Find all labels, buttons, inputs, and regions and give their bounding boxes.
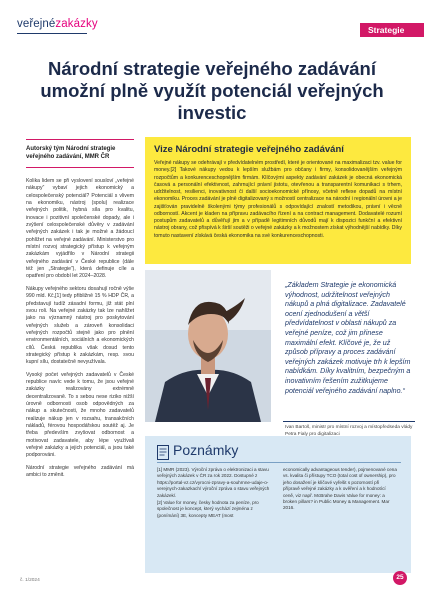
paragraph: Nákupy veřejného sektoru dosahují ročně výše 990 mld. Kč,[1] tedy přibližně 15 % HDP ČR, a představují tudíž zásadní formu, jíž stát plní svou roli. Na veřejné zakázky tak lze nahlížet jako na významný nástroj pro poskytování veřejných služeb a zároveň konsolidaci veřejných rozpočtů stejně jako pro plnění environmentálních, sociálních a ekonomických cílů. Česká republika však dosud tento strategický přístup k zakázkám, resp. svou kupní sílu, dostatečně nevyužívala. [26, 285, 134, 366]
notes-column-1 [157, 467, 271, 520]
portrait-illustration [145, 270, 271, 422]
vision-title: Vize Národní strategie veřejného zadávání [154, 144, 344, 155]
notes-icon [157, 445, 169, 460]
left-column-text [26, 178, 134, 484]
logo-accent: zakázky [55, 18, 98, 30]
portrait-photo [145, 270, 271, 422]
footnote: economically advantageous tender), pojmenované cena vs. kvalita či přístupy TCO (total cost of ownership), pro jeho dosažení je klíčové vyřešit s pozorností při přípravě veřejné zakázky a k ověření a k hodnotící ceně, viz např. McBrahe Davis Value for money: a broken pillars? in Public Money & Management. Mar 2016. [283, 467, 397, 511]
notes-title: Poznámky [173, 442, 239, 458]
article-title: Národní strategie veřejného zadávání umožní plně využít potenciál veřejných investic [40, 58, 384, 123]
vision-box [145, 137, 411, 264]
paragraph: Vysoký počet veřejných zadavatelů v České republice navíc vede k tomu, že jsou veřejné zakázky realizovány extrémně decentralizovaně. To s sebou nese riziko nižší úrovně odbornosti osob odpovědných za nákup a skutečnosti, že mnoho zadavatelů realizuje nákup jen v rozsahu, transakčních nákladů, férovou hospodářskou soutěž aj. Je třeba především zvyšovat odbornost a motivovat zadavatele, aby lépe využívali veřejné zakázky a jejich potenciál, a jsou také podporováni. [26, 371, 134, 459]
quote-divider [283, 421, 415, 422]
vision-text: Veřejné nákupy se odehrávají v předvídatelném prostředí, které je orientované na maximalizaci tzv. value for money.[2] Takové nákupy vedou k lepším službám pro občany i firmy, konsolidovanějším veřejným rozpočtům a konkurenceschopnějším firmám. Klíčovými aspekty zadávání zakázek je obecná ekonomická časová a personální efektivnost, zahrnující právní jistotu, otevřenou a transparentní komunikaci s trhem, udržitelnost, resilienci, inovativnost či další socioekonomické přínosy, včetně reflexe dopadů na místní ekonomiku. Proces zadávání je plně digitalizovaný s možností centralizace na národní i regionální úrovni a je zajišťován pravidelně školenými týmy profesionálů s odpovídající znalostí metodikou, právní i věcně odborností. Akcent je kladen na přípravu zadávacího řízení a na contract management. Dodavatelé rozumí postupům zadavatelů a důvěřují jim a v případě legitimních důvodů mají k dispozici funkční a efektivní nástroj obrany, což přispívá k širší soutěži o veřejné zakázky a k možnostem získat výhodnější nabídky. Díky tomuto nastavení získává česká ekonomika na své konkurenceschopnosti. [154, 160, 402, 239]
footnote: [1] MMR (2023). Výroční zpráva o elektronizaci a stavu veřejných zakázek v ČR za rok 2022. Dostupné z https://portal-vz.cz/vyrocni-zpravy-a-souhrnne-udaje-o-verejnych-zakazkach/ výroční zpráva o stavu veřejných zakázek/. [157, 467, 270, 498]
quote-attribution: Ivan Bartoš, ministr pro místní rozvoj a místopředseda vlády Petra Fialy pro digitalizaci [285, 425, 413, 437]
notes-divider [157, 462, 401, 463]
issue-number: č. 1/2024 [20, 578, 40, 583]
page-number: 25 [393, 571, 407, 585]
pull-quote: „Základem Strategie je ekonomická výhodnost, udržitelnost veřejných nákupů a plná digitalizace. Zadavatelé ocení zjednodušení a větší předvídatelnost v oblasti nákupů za veřejné peníze, což jim přinese maximální efekt. Klíčové je, že už způsob přípravy a proces zadávání veřejných zakázek motivuje trh k lepším nabídkám. Díky kvalitním, bezpečným a inovativním řešením zužitkujeme potenciál veřejného zadávání naplno.“ [285, 281, 411, 395]
author-box: Autorský tým Národní strategie veřejného zadávání, MMR ČR [26, 139, 134, 168]
section-tag: Strategie [360, 23, 424, 37]
paragraph: Kolika lidem se při vyslovení sousloví „veřejné nákupy“ vybaví jejich ekonomický a celospolečenský potenciál? Potenciál s vlivem na ekonomiku, nástroj (spolu) realizace veřejných politik, hybná síla pro kvalitu, inovace i pozitivní společenské dopady, ale i zvýšení celospolečenské důvěry v zadávání veřejných zakázek i tak je možné a žádoucí pohlížet na veřejné zadávání. Ministerstvo pro místní rozvoj strategický přístup k veřejným zakázkám vyjádřilo v Národní strategii veřejného zadávání v České republice (dále též jen „Strategie“), která definuje cíle a opatření pro období let 2024–2028. [26, 178, 134, 280]
magazine-logo: veřejnézakázky [17, 18, 98, 30]
logo-underline [17, 33, 87, 34]
footnote: [2] Value for money, česky hodnota za peníze, pro společnost je koncept, který vychází zejména z (ponímání) 3E, koncepty MEAT (most [157, 500, 259, 518]
notes-column-2 [283, 467, 397, 513]
paragraph: Národní strategie veřejného zadávání má ambici to změnit. [26, 464, 134, 479]
